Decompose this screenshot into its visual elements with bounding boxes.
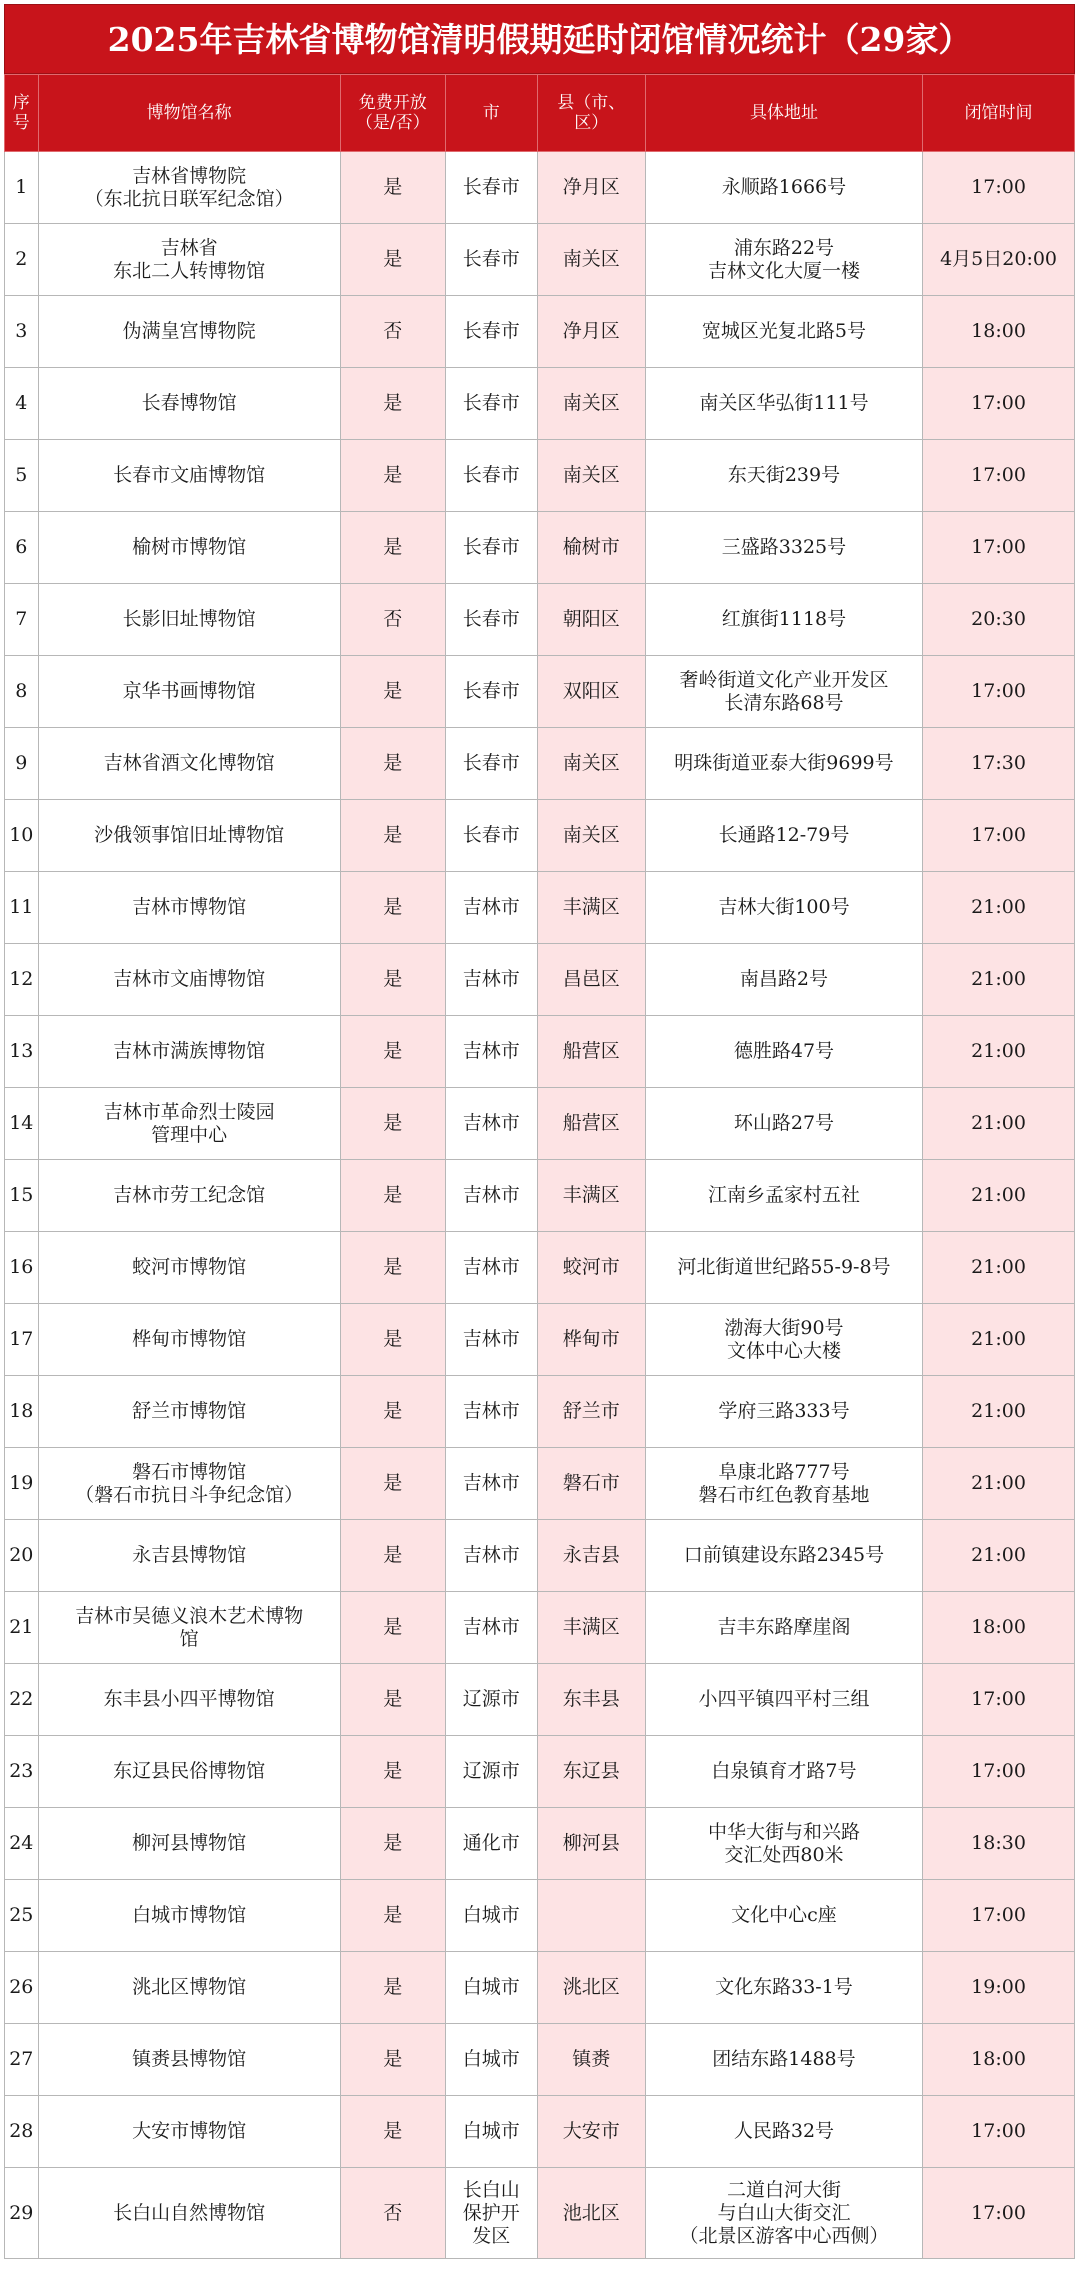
cell-closing-time: 18:00	[923, 1592, 1075, 1664]
cell-county: 丰满区	[537, 872, 645, 944]
table-row	[5, 1736, 1075, 1808]
cell-index: 26	[5, 1952, 39, 2024]
table-row	[5, 1952, 1075, 2024]
cell-free-admission: 否	[340, 2168, 445, 2259]
cell-county: 永吉县	[537, 1520, 645, 1592]
cell-index: 2	[5, 224, 39, 296]
cell-free-admission: 是	[340, 872, 445, 944]
cell-city: 长春市	[445, 224, 537, 296]
cell-museum-name: 吉林省酒文化博物馆	[38, 728, 340, 800]
cell-city: 吉林市	[445, 1160, 537, 1232]
cell-address: 环山路27号	[645, 1088, 922, 1160]
cell-county: 南关区	[537, 368, 645, 440]
cell-closing-time: 21:00	[923, 1304, 1075, 1376]
cell-county: 朝阳区	[537, 584, 645, 656]
cell-museum-name: 白城市博物馆	[38, 1880, 340, 1952]
cell-address: 南昌路2号	[645, 944, 922, 1016]
cell-county: 舒兰市	[537, 1376, 645, 1448]
cell-free-admission: 是	[340, 944, 445, 1016]
table-row	[5, 800, 1075, 872]
cell-museum-name: 吉林省 东北二人转博物馆	[38, 224, 340, 296]
cell-county: 昌邑区	[537, 944, 645, 1016]
cell-museum-name: 大安市博物馆	[38, 2096, 340, 2168]
cell-city: 长春市	[445, 152, 537, 224]
cell-county: 丰满区	[537, 1592, 645, 1664]
table-row	[5, 440, 1075, 512]
cell-museum-name: 蛟河市博物馆	[38, 1232, 340, 1304]
cell-county: 桦甸市	[537, 1304, 645, 1376]
cell-city: 长春市	[445, 800, 537, 872]
cell-city: 通化市	[445, 1808, 537, 1880]
cell-city: 白城市	[445, 1880, 537, 1952]
cell-index: 28	[5, 2096, 39, 2168]
cell-free-admission: 否	[340, 584, 445, 656]
cell-free-admission: 是	[340, 728, 445, 800]
cell-closing-time: 17:00	[923, 512, 1075, 584]
cell-county: 南关区	[537, 440, 645, 512]
cell-museum-name: 吉林市劳工纪念馆	[38, 1160, 340, 1232]
cell-address: 东天街239号	[645, 440, 922, 512]
cell-county: 净月区	[537, 296, 645, 368]
cell-museum-name: 磐石市博物馆 （磐石市抗日斗争纪念馆）	[38, 1448, 340, 1520]
cell-address: 南关区华弘街111号	[645, 368, 922, 440]
cell-closing-time: 21:00	[923, 944, 1075, 1016]
cell-closing-time: 17:00	[923, 1664, 1075, 1736]
cell-city: 辽源市	[445, 1736, 537, 1808]
cell-museum-name: 吉林市文庙博物馆	[38, 944, 340, 1016]
cell-address: 中华大街与和兴路 交汇处西80米	[645, 1808, 922, 1880]
table-row	[5, 872, 1075, 944]
cell-museum-name: 长影旧址博物馆	[38, 584, 340, 656]
cell-city: 白城市	[445, 2024, 537, 2096]
cell-county: 双阳区	[537, 656, 645, 728]
cell-index: 15	[5, 1160, 39, 1232]
cell-museum-name: 长白山自然博物馆	[38, 2168, 340, 2259]
table-row	[5, 1088, 1075, 1160]
cell-address: 三盛路3325号	[645, 512, 922, 584]
cell-closing-time: 19:00	[923, 1952, 1075, 2024]
header-county: 县（市、 区）	[537, 75, 645, 152]
cell-closing-time: 21:00	[923, 1520, 1075, 1592]
table-row	[5, 584, 1075, 656]
cell-free-admission: 是	[340, 1088, 445, 1160]
cell-county: 榆树市	[537, 512, 645, 584]
cell-address: 河北街道世纪路55-9-8号	[645, 1232, 922, 1304]
table-row	[5, 152, 1075, 224]
cell-index: 4	[5, 368, 39, 440]
cell-county	[537, 1880, 645, 1952]
cell-address: 二道白河大街 与白山大街交汇 （北景区游客中心西侧）	[645, 2168, 922, 2259]
cell-county: 洮北区	[537, 1952, 645, 2024]
cell-city: 长春市	[445, 656, 537, 728]
cell-free-admission: 是	[340, 1736, 445, 1808]
cell-closing-time: 18:30	[923, 1808, 1075, 1880]
cell-museum-name: 柳河县博物馆	[38, 1808, 340, 1880]
cell-closing-time: 21:00	[923, 1448, 1075, 1520]
cell-index: 1	[5, 152, 39, 224]
cell-city: 吉林市	[445, 872, 537, 944]
cell-free-admission: 是	[340, 1448, 445, 1520]
cell-museum-name: 吉林市革命烈士陵园 管理中心	[38, 1088, 340, 1160]
cell-index: 12	[5, 944, 39, 1016]
table-row	[5, 1880, 1075, 1952]
cell-closing-time: 18:00	[923, 2024, 1075, 2096]
cell-closing-time: 17:00	[923, 2096, 1075, 2168]
cell-city: 长春市	[445, 368, 537, 440]
cell-index: 11	[5, 872, 39, 944]
cell-closing-time: 17:00	[923, 1880, 1075, 1952]
header-row	[5, 75, 1075, 152]
cell-closing-time: 17:00	[923, 152, 1075, 224]
cell-closing-time: 17:30	[923, 728, 1075, 800]
cell-county: 镇赉	[537, 2024, 645, 2096]
table-row	[5, 1160, 1075, 1232]
cell-free-admission: 是	[340, 1016, 445, 1088]
cell-address: 阜康北路777号 磐石市红色教育基地	[645, 1448, 922, 1520]
cell-city: 吉林市	[445, 1232, 537, 1304]
cell-address: 德胜路47号	[645, 1016, 922, 1088]
cell-city: 长春市	[445, 512, 537, 584]
cell-county: 大安市	[537, 2096, 645, 2168]
cell-closing-time: 21:00	[923, 1088, 1075, 1160]
table-row	[5, 2024, 1075, 2096]
cell-free-admission: 是	[340, 1304, 445, 1376]
cell-county: 船营区	[537, 1016, 645, 1088]
cell-free-admission: 是	[340, 1520, 445, 1592]
cell-museum-name: 京华书画博物馆	[38, 656, 340, 728]
cell-free-admission: 是	[340, 224, 445, 296]
cell-museum-name: 镇赉县博物馆	[38, 2024, 340, 2096]
cell-index: 17	[5, 1304, 39, 1376]
table-row	[5, 1304, 1075, 1376]
table-row	[5, 656, 1075, 728]
cell-address: 口前镇建设东路2345号	[645, 1520, 922, 1592]
cell-museum-name: 吉林市满族博物馆	[38, 1016, 340, 1088]
cell-index: 18	[5, 1376, 39, 1448]
cell-index: 5	[5, 440, 39, 512]
cell-address: 小四平镇四平村三组	[645, 1664, 922, 1736]
cell-city: 吉林市	[445, 1376, 537, 1448]
table-row	[5, 2096, 1075, 2168]
cell-city: 白城市	[445, 1952, 537, 2024]
cell-city: 辽源市	[445, 1664, 537, 1736]
cell-free-admission: 是	[340, 656, 445, 728]
cell-closing-time: 17:00	[923, 1736, 1075, 1808]
cell-address: 永顺路1666号	[645, 152, 922, 224]
cell-address: 文化东路33-1号	[645, 1952, 922, 2024]
header-city: 市	[445, 75, 537, 152]
cell-free-admission: 是	[340, 1376, 445, 1448]
cell-index: 16	[5, 1232, 39, 1304]
cell-county: 南关区	[537, 728, 645, 800]
table-row	[5, 1520, 1075, 1592]
table-row	[5, 512, 1075, 584]
cell-index: 13	[5, 1016, 39, 1088]
cell-museum-name: 东丰县小四平博物馆	[38, 1664, 340, 1736]
cell-free-admission: 是	[340, 440, 445, 512]
cell-address: 红旗街1118号	[645, 584, 922, 656]
cell-address: 吉丰东路摩崖阁	[645, 1592, 922, 1664]
cell-index: 6	[5, 512, 39, 584]
cell-county: 蛟河市	[537, 1232, 645, 1304]
cell-city: 吉林市	[445, 1304, 537, 1376]
cell-museum-name: 伪满皇宫博物院	[38, 296, 340, 368]
cell-index: 20	[5, 1520, 39, 1592]
cell-closing-time: 17:00	[923, 656, 1075, 728]
table-row	[5, 368, 1075, 440]
cell-county: 池北区	[537, 2168, 645, 2259]
cell-free-admission: 是	[340, 2024, 445, 2096]
cell-index: 25	[5, 1880, 39, 1952]
cell-city: 长春市	[445, 296, 537, 368]
cell-city: 吉林市	[445, 944, 537, 1016]
cell-closing-time: 17:00	[923, 440, 1075, 512]
cell-index: 29	[5, 2168, 39, 2259]
cell-museum-name: 吉林省博物院 （东北抗日联军纪念馆）	[38, 152, 340, 224]
cell-city: 吉林市	[445, 1088, 537, 1160]
cell-address: 宽城区光复北路5号	[645, 296, 922, 368]
cell-address: 江南乡孟家村五社	[645, 1160, 922, 1232]
museum-closing-table	[4, 74, 1075, 2259]
cell-address: 学府三路333号	[645, 1376, 922, 1448]
cell-museum-name: 吉林市吴德义浪木艺术博物 馆	[38, 1592, 340, 1664]
cell-city: 长春市	[445, 584, 537, 656]
cell-index: 22	[5, 1664, 39, 1736]
table-row	[5, 1016, 1075, 1088]
cell-address: 浦东路22号 吉林文化大厦一楼	[645, 224, 922, 296]
cell-address: 文化中心c座	[645, 1880, 922, 1952]
cell-index: 23	[5, 1736, 39, 1808]
cell-free-admission: 是	[340, 1808, 445, 1880]
cell-closing-time: 18:00	[923, 296, 1075, 368]
cell-index: 21	[5, 1592, 39, 1664]
cell-museum-name: 桦甸市博物馆	[38, 1304, 340, 1376]
cell-city: 吉林市	[445, 1016, 537, 1088]
table-body	[5, 152, 1075, 2259]
cell-index: 24	[5, 1808, 39, 1880]
cell-closing-time: 21:00	[923, 1232, 1075, 1304]
cell-county: 东丰县	[537, 1664, 645, 1736]
cell-city: 吉林市	[445, 1592, 537, 1664]
cell-county: 东辽县	[537, 1736, 645, 1808]
cell-index: 14	[5, 1088, 39, 1160]
header-address: 具体地址	[645, 75, 922, 152]
cell-free-admission: 是	[340, 1664, 445, 1736]
cell-city: 吉林市	[445, 1520, 537, 1592]
cell-closing-time: 17:00	[923, 368, 1075, 440]
table-row	[5, 224, 1075, 296]
header-free-admission: 免费开放 （是/否）	[340, 75, 445, 152]
table-row	[5, 944, 1075, 1016]
cell-free-admission: 是	[340, 1160, 445, 1232]
cell-museum-name: 永吉县博物馆	[38, 1520, 340, 1592]
cell-museum-name: 洮北区博物馆	[38, 1952, 340, 2024]
cell-county: 丰满区	[537, 1160, 645, 1232]
cell-index: 19	[5, 1448, 39, 1520]
table-row	[5, 728, 1075, 800]
cell-museum-name: 沙俄领事馆旧址博物馆	[38, 800, 340, 872]
cell-address: 渤海大街90号 文体中心大楼	[645, 1304, 922, 1376]
cell-county: 磐石市	[537, 1448, 645, 1520]
cell-free-admission: 是	[340, 368, 445, 440]
cell-address: 长通路12-79号	[645, 800, 922, 872]
cell-county: 船营区	[537, 1088, 645, 1160]
cell-free-admission: 是	[340, 1880, 445, 1952]
table-row	[5, 2168, 1075, 2259]
header-closing-time: 闭馆时间	[923, 75, 1075, 152]
table-row	[5, 1808, 1075, 1880]
cell-index: 3	[5, 296, 39, 368]
cell-city: 长白山 保护开 发区	[445, 2168, 537, 2259]
cell-address: 团结东路1488号	[645, 2024, 922, 2096]
table-row	[5, 1448, 1075, 1520]
header-index: 序 号	[5, 75, 39, 152]
cell-index: 7	[5, 584, 39, 656]
cell-free-admission: 是	[340, 512, 445, 584]
cell-address: 奢岭街道文化产业开发区 长清东路68号	[645, 656, 922, 728]
table-row	[5, 1664, 1075, 1736]
cell-free-admission: 是	[340, 2096, 445, 2168]
cell-city: 长春市	[445, 440, 537, 512]
cell-museum-name: 东辽县民俗博物馆	[38, 1736, 340, 1808]
cell-closing-time: 4月5日20:00	[923, 224, 1075, 296]
cell-index: 9	[5, 728, 39, 800]
cell-free-admission: 是	[340, 152, 445, 224]
cell-closing-time: 17:00	[923, 800, 1075, 872]
cell-city: 长春市	[445, 728, 537, 800]
cell-free-admission: 否	[340, 296, 445, 368]
cell-county: 净月区	[537, 152, 645, 224]
table-row	[5, 296, 1075, 368]
cell-museum-name: 榆树市博物馆	[38, 512, 340, 584]
cell-address: 人民路32号	[645, 2096, 922, 2168]
cell-museum-name: 吉林市博物馆	[38, 872, 340, 944]
cell-free-admission: 是	[340, 1232, 445, 1304]
table-row	[5, 1376, 1075, 1448]
table-row	[5, 1232, 1075, 1304]
cell-closing-time: 21:00	[923, 872, 1075, 944]
table-title: 2025年吉林省博物馆清明假期延时闭馆情况统计（29家）	[4, 4, 1075, 74]
cell-index: 10	[5, 800, 39, 872]
cell-county: 南关区	[537, 224, 645, 296]
cell-closing-time: 21:00	[923, 1376, 1075, 1448]
cell-closing-time: 21:00	[923, 1016, 1075, 1088]
table-row	[5, 1592, 1075, 1664]
cell-closing-time: 17:00	[923, 2168, 1075, 2259]
cell-museum-name: 长春市文庙博物馆	[38, 440, 340, 512]
header-museum-name: 博物馆名称	[38, 75, 340, 152]
cell-address: 明珠街道亚泰大街9699号	[645, 728, 922, 800]
cell-free-admission: 是	[340, 1592, 445, 1664]
cell-index: 27	[5, 2024, 39, 2096]
cell-address: 白泉镇育才路7号	[645, 1736, 922, 1808]
cell-free-admission: 是	[340, 800, 445, 872]
cell-index: 8	[5, 656, 39, 728]
cell-closing-time: 21:00	[923, 1160, 1075, 1232]
cell-museum-name: 舒兰市博物馆	[38, 1376, 340, 1448]
cell-city: 吉林市	[445, 1448, 537, 1520]
cell-address: 吉林大街100号	[645, 872, 922, 944]
cell-county: 柳河县	[537, 1808, 645, 1880]
cell-museum-name: 长春博物馆	[38, 368, 340, 440]
cell-closing-time: 20:30	[923, 584, 1075, 656]
cell-free-admission: 是	[340, 1952, 445, 2024]
cell-county: 南关区	[537, 800, 645, 872]
cell-city: 白城市	[445, 2096, 537, 2168]
